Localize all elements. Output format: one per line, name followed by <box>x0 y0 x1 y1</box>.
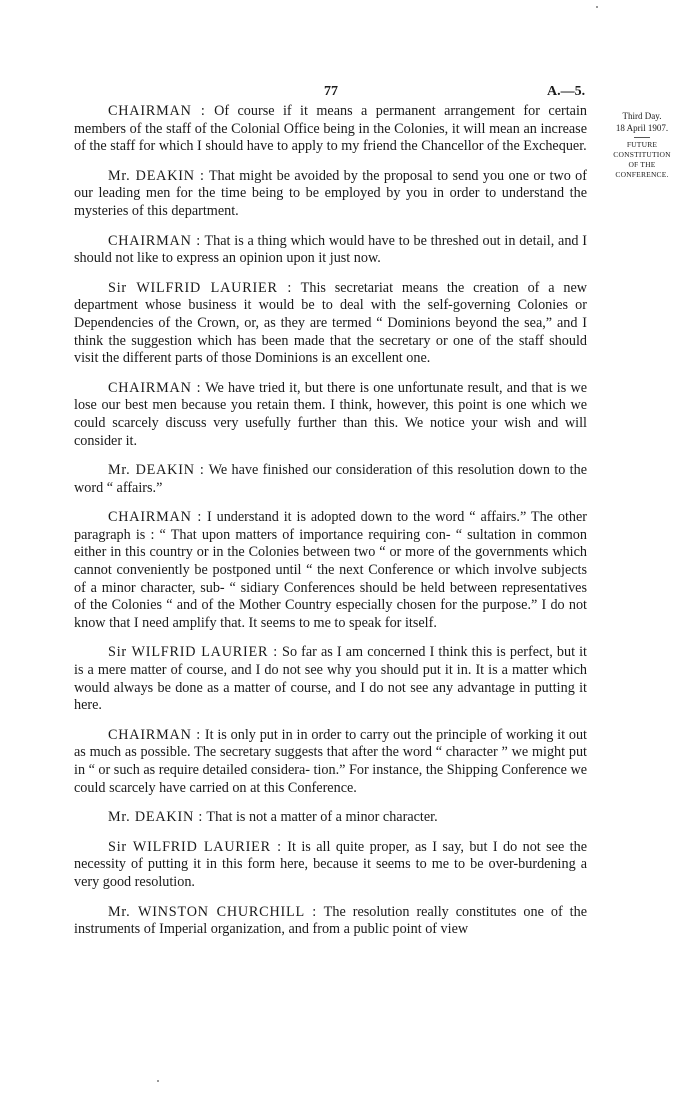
paragraph <box>74 727 587 797</box>
document-reference: A.—5. <box>547 84 586 99</box>
speech-text: That might be avoided by the proposal to send you one or two of our leading men for the time being to be employed by you in order to understand the mysteries of this department. <box>74 167 587 219</box>
speaker-name: Sir WILFRID LAURIER : <box>108 644 278 661</box>
speaker-name: CHAIRMAN : <box>108 726 202 743</box>
speech-text: It is all quite proper, as I say, but I do not see the necessity of putting it in this form here, because it seems to me to be over-burdening a very good resolution. <box>74 838 587 890</box>
speech-text: Of course if it means a permanent arrangement for certain members of the staff of the Colonial Office being in the Colonies, it will mean an increase of the staff for which I should have to apply to my friend the Chancellor of the Exchequer. <box>74 103 587 155</box>
page-number: 77 <box>324 84 338 99</box>
paragraph <box>74 904 587 939</box>
sidenote-topic-line3: OF THE <box>628 160 656 169</box>
speaker-name: CHAIRMAN : <box>108 379 202 396</box>
speech-text: The resolution really constitutes one of the instruments of Imperial organization, and from a public point of view <box>74 903 587 938</box>
speaker-name: Mr. DEAKIN : <box>108 809 204 826</box>
speaker-name: CHAIRMAN : <box>108 232 201 249</box>
margin-sidenote <box>603 110 681 180</box>
speech-text: It is only put in in order to carry out the principle of working it out as much as possible. The secretary suggests that after the word “ character ” we might put in “ or such as require detailed considera- tion.” For instance, the Shipping Conference we could scarcely have carried on at this Conference. <box>74 726 587 796</box>
speaker-name: CHAIRMAN : <box>108 103 206 119</box>
speaker-name: Mr. WINSTON CHURCHILL : <box>108 903 317 920</box>
paragraph <box>74 839 587 892</box>
speaker-name: CHAIRMAN : <box>108 509 203 526</box>
speaker-name: Sir WILFRID LAURIER : <box>108 838 282 855</box>
paragraph <box>74 168 587 221</box>
sidenote-topic-line2: CONSTITUTION <box>613 150 671 159</box>
speck-mark <box>157 1080 159 1082</box>
speck-mark <box>596 6 598 8</box>
sidenote-topic-line4: CONFERENCE. <box>615 170 669 179</box>
speech-text: This secretariat means the creation of a new department whose business it would be to deal with the self-governing Colonies or Dependencies of the Crown, or, as they are termed “ Dominions beyond the sea,” and I think the suggestion which has been made that the secretary or one of the staff should visit the different parts of those Dominions is an excellent one. <box>74 279 587 367</box>
paragraph <box>74 462 587 497</box>
speaker-name: Sir WILFRID LAURIER : <box>108 279 293 296</box>
paragraph <box>74 233 587 268</box>
speech-text: I understand it is adopted down to the word “ affairs.” The other paragraph is : “ That upon matters of importance requiring con- “ sultation in common either in this country or in the Colonies between two “ or more of the governments which cannot conveniently be postponed until “ the next Conference or which involve subjects of a minor character, sub- “ sidiary Conferences should be held between representatives of the Colonies “ and of the Mother Country especially chosen for the purpose.” I do not know that I need amplify that. It seems to me to speak for itself. <box>74 509 587 631</box>
paragraph <box>74 509 587 632</box>
sidenote-rule <box>634 137 650 138</box>
sidenote-day: Third Day. <box>622 111 662 121</box>
paragraph <box>74 380 587 450</box>
speech-text: So far as I am concerned I think this is perfect, but it is a mere matter of course, and I do not see why you should put it in. It is a matter which would always be done as a matter of course, and I do not see any advantage in putting it here. <box>74 644 588 714</box>
speaker-name: Mr. DEAKIN : <box>108 462 205 479</box>
speech-text: That is not a matter of a minor character. <box>203 809 438 826</box>
speech-text: We have tried it, but there is one unfortunate result, and that is we lose our best men because you retain them. I think, however, this point is one which we could scarcely discuss very usefully further than this. We notice your wish and will consider it. <box>74 379 587 449</box>
speech-text: We have finished our consideration of this resolution down to the word “ affairs.” <box>74 462 587 496</box>
paragraph <box>74 103 587 156</box>
transcript-body <box>74 103 587 951</box>
paragraph <box>74 280 587 368</box>
speech-text: That is a thing which would have to be threshed out in detail, and I should not like to express an opinion upon it just now. <box>74 232 587 267</box>
sidenote-date: 18 April 1907. <box>615 123 669 133</box>
speaker-name: Mr. DEAKIN : <box>108 167 205 184</box>
paragraph <box>74 644 587 714</box>
paragraph <box>74 809 587 827</box>
sidenote-topic-line1: FUTURE <box>626 140 658 149</box>
